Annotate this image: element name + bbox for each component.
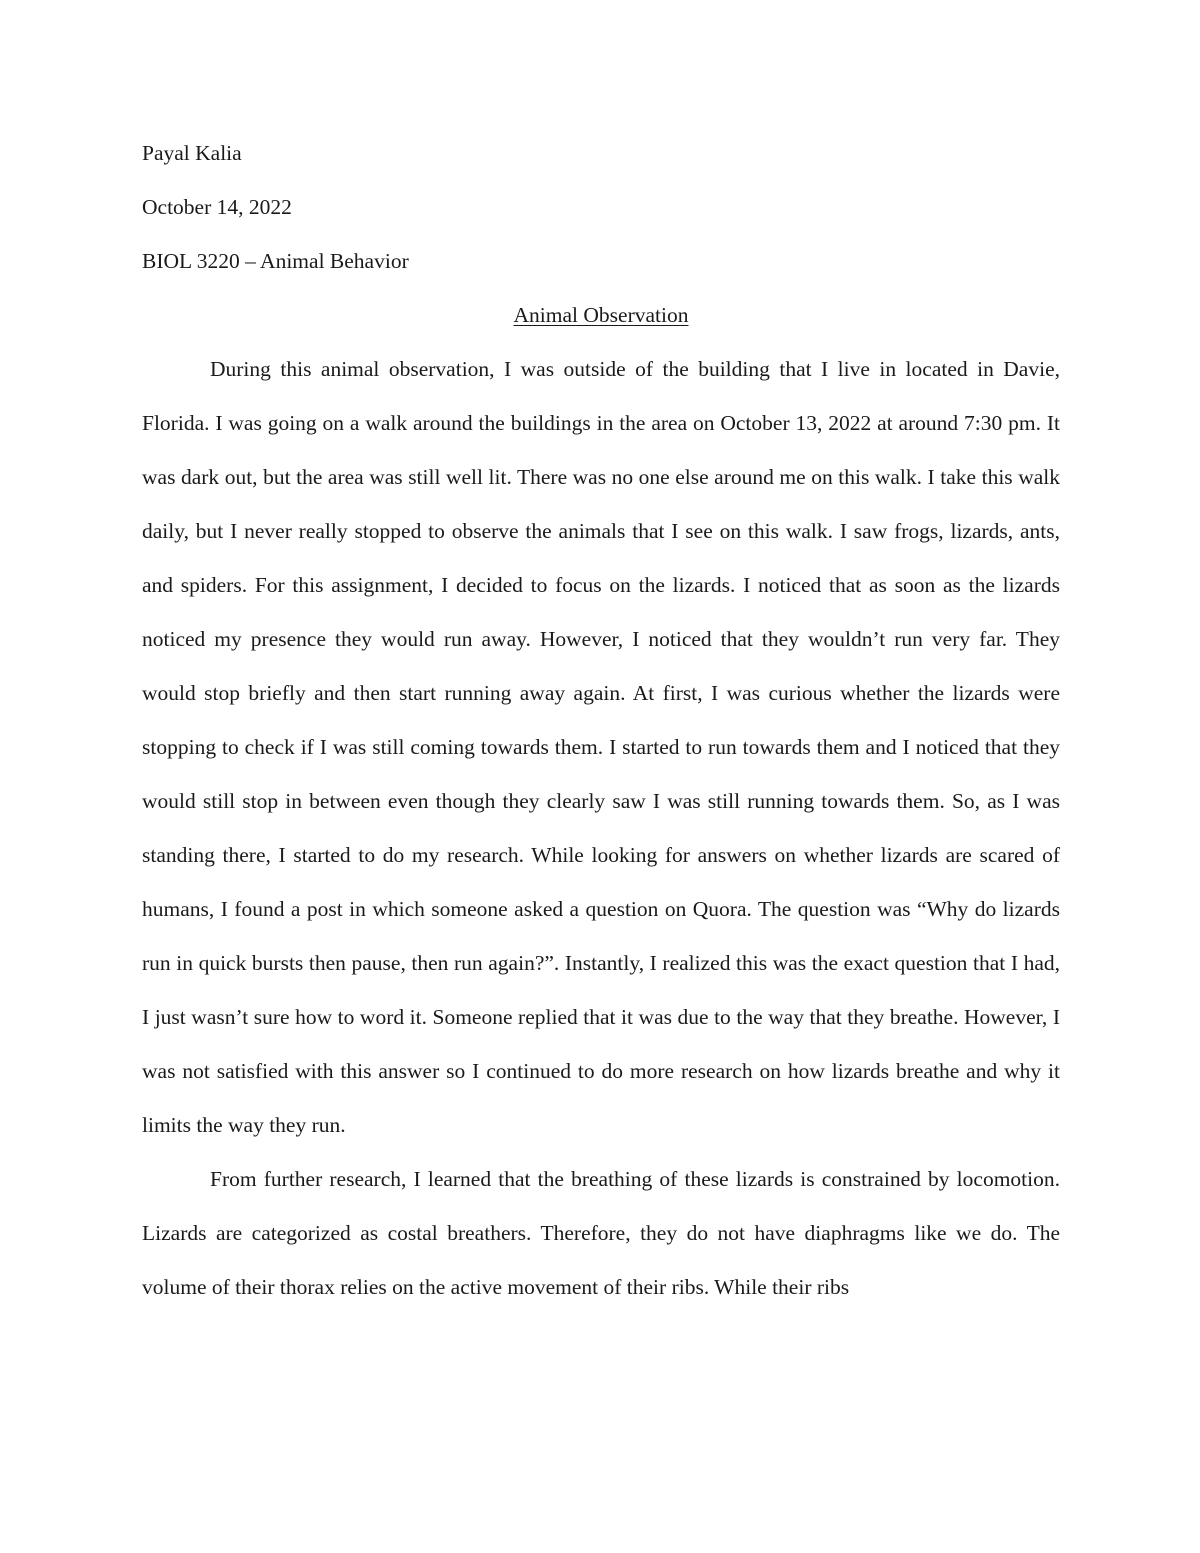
course-name: BIOL 3220 – Animal Behavior bbox=[142, 249, 409, 273]
body-paragraph-1: During this animal observation, I was outside of the building that I live in located in Davie, Florida. I was going on a walk around the buildings in the area on October 13, 2022 at around 7:30 pm. It was dark out, but the area was still well lit. There was no one else around me on this walk. I take this walk daily, but I never really stopped to observe the animals that I see on this walk. I saw frogs, lizards, ants, and spiders. For this assignment, I decided to focus on the lizards. I noticed that as soon as the lizards noticed my presence they would run away. However, I noticed that they wouldn’t run very far. They would stop briefly and then start running away again. At first, I was curious whether the lizards were stopping to check if I was still coming towards them. I started to run towards them and I noticed that they would still stop in between even though they clearly saw I was still running towards them. So, as I was standing there, I started to do my research. While looking for answers on whether lizards are scared of humans, I found a post in which someone asked a question on Quora. The question was “Why do lizards run in quick bursts then pause, then run again?”. Instantly, I realized this was the exact question that I had, I just wasn’t sure how to word it. Someone replied that it was due to the way that they breathe. However, I was not satisfied with this answer so I continued to do more research on how lizards breathe and why it limits the way they run. bbox=[142, 357, 1060, 1137]
document-title: Animal Observation bbox=[513, 303, 689, 327]
document-date: October 14, 2022 bbox=[142, 195, 292, 219]
body-paragraph-2: From further research, I learned that the breathing of these lizards is constrained by locomotion. Lizards are categorized as costal breathers. Therefore, they do not have diaphragms like we do. The volume of their thorax relies on the active movement of their ribs. While their ribs bbox=[142, 1167, 1060, 1299]
author-name: Payal Kalia bbox=[142, 141, 242, 165]
document-content bbox=[142, 126, 1060, 1314]
document-title-line bbox=[142, 288, 1060, 342]
